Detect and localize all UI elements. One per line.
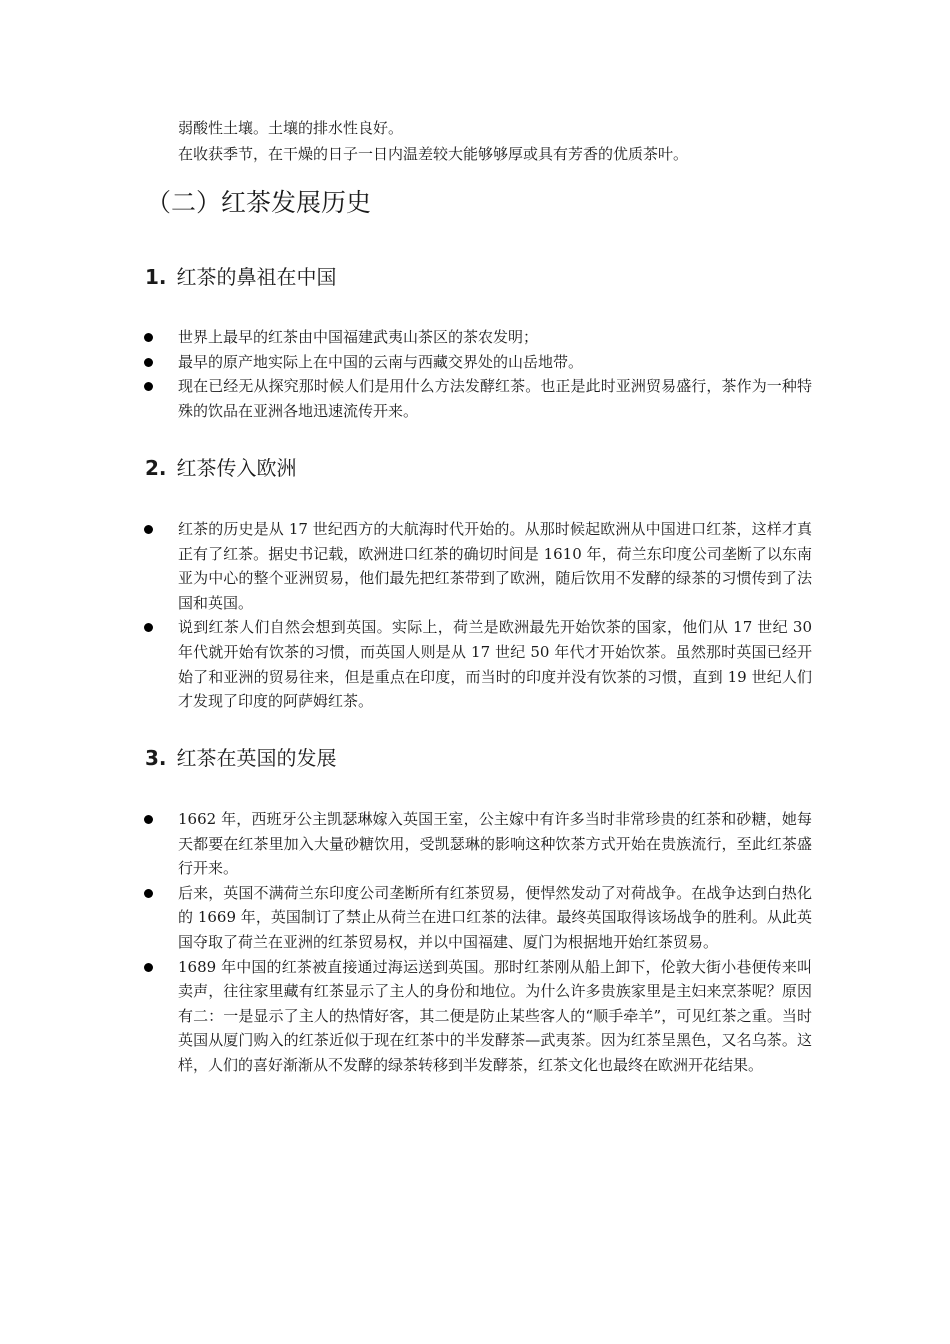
subsection-number: 3. (145, 746, 167, 770)
intro-line-2: 在收获季节，在干燥的日子一日内温差较大能够够厚或具有芳香的优质茶叶。 (178, 145, 689, 163)
subsection-title: 红茶传入欧洲 (176, 456, 297, 480)
list-item: 1689 年中国的红茶被直接通过海运送到英国。那时红茶刚从船上卸下，伦敦大街小巷便传来叫卖声，往往家里藏有红茶显示了主人的身份和地位。为什么许多贵族家里是主妇来烹茶呢？原因有二：一是显示了主人的热情好客，其二便是防止某些客人的“顺手牵羊”，可见红茶之重。当时英国从厦门购入的红茶近似于现在红茶中的半发酵茶—武夷茶。因为红茶呈黑色，又名乌茶。这样，人们的喜好渐渐从不发酵的绿茶转移到半发酵茶，红茶文化也最终在欧洲开花结果。 (140, 955, 812, 1078)
subsection-1-heading (145, 263, 337, 291)
bullet-icon (144, 333, 153, 342)
bullet-icon (144, 525, 153, 534)
list-item: 后来，英国不满荷兰东印度公司垄断所有红茶贸易，便悍然发动了对荷战争。在战争达到白热化的 1669 年，英国制订了禁止从荷兰在进口红茶的法律。最终英国取得该场战争的胜利。从此英国夺取了荷兰在亚洲的红茶贸易权，并以中国福建、厦门为根据地开始红茶贸易。 (140, 881, 812, 955)
list-item: 现在已经无从探究那时候人们是用什么方法发酵红茶。也正是此时亚洲贸易盛行，茶作为一种特殊的饮品在亚洲各地迅速流传开来。 (140, 374, 812, 423)
bullet-icon (144, 382, 153, 391)
bullet-icon (144, 623, 153, 632)
subsection-title: 红茶在英国的发展 (176, 746, 337, 770)
bullet-icon (144, 963, 153, 972)
subsection-title: 红茶的鼻祖在中国 (176, 265, 337, 289)
bullet-icon (144, 815, 153, 824)
list-item: 世界上最早的红茶由中国福建武夷山茶区的茶农发明； (140, 325, 812, 350)
subsection-2-list (140, 517, 812, 714)
intro-line-1: 弱酸性土壤。土壤的排水性良好。 (178, 119, 404, 137)
list-item: 红茶的历史是从 17 世纪西方的大航海时代开始的。从那时候起欧洲从中国进口红茶，这样才真正有了红茶。据史书记载，欧洲进口红茶的确切时间是 1610 年，荷兰东印度公司垄断了以东南亚为中心的整个亚洲贸易，他们最先把红茶带到了欧洲，随后饮用不发酵的绿茶的习惯传到了法国和英国。 (140, 517, 812, 615)
subsection-2-heading (145, 454, 297, 482)
subsection-3-heading (145, 744, 337, 772)
subsection-number: 2. (145, 456, 167, 480)
subsection-1-list (140, 325, 812, 423)
subsection-3-list (140, 807, 812, 1078)
bullet-icon (144, 358, 153, 367)
bullet-icon (144, 889, 153, 898)
section-title: （二）红茶发展历史 (146, 188, 372, 217)
list-item: 1662 年，西班牙公主凯瑟琳嫁入英国王室，公主嫁中有许多当时非常珍贵的红茶和砂糖，她每天都要在红茶里加入大量砂糖饮用，受凯瑟琳的影响这种饮茶方式开始在贵族流行，至此红茶盛行开来。 (140, 807, 812, 881)
subsection-number: 1. (145, 265, 167, 289)
list-item: 最早的原产地实际上在中国的云南与西藏交界处的山岳地带。 (140, 350, 812, 375)
list-item: 说到红茶人们自然会想到英国。实际上，荷兰是欧洲最先开始饮茶的国家，他们从 17 世纪 30 年代就开始有饮茶的习惯，而英国人则是从 17 世纪 50 年代才开始饮茶。虽然那时英国已经开始了和亚洲的贸易往来，但是重点在印度，而当时的印度并没有饮茶的习惯，直到 19 世纪人们才发现了印度的阿萨姆红茶。 (140, 615, 812, 713)
